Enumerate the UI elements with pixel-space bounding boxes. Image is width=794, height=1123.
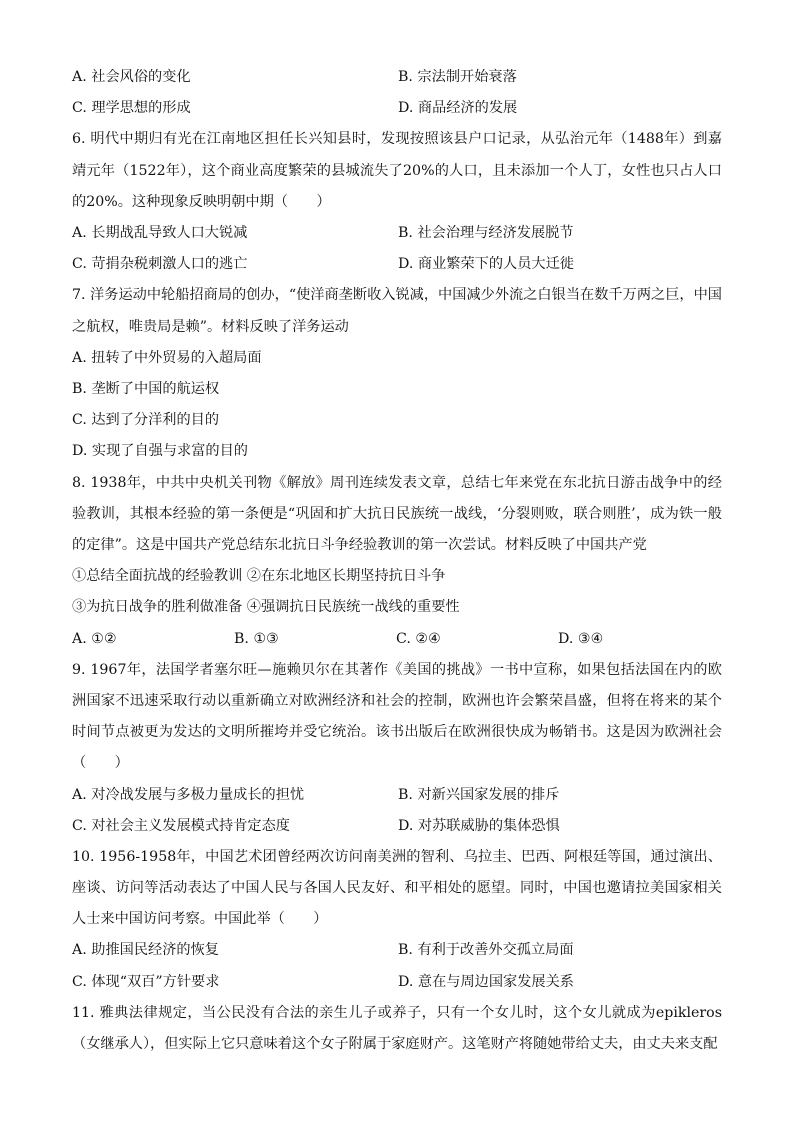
q6-option-a: A. 长期战乱导致人口大锐减 [72, 224, 248, 241]
q9-option-b: B. 对新兴国家发展的排斥 [398, 786, 560, 803]
q10-option-d: D. 意在与周边国家发展关系 [398, 973, 574, 990]
q10-option-b: B. 有利于改善外交孤立局面 [398, 942, 574, 959]
q5-option-d: D. 商品经济的发展 [398, 100, 518, 117]
q8-option-b: B. ①③ [234, 630, 279, 647]
q8-option-d: D. ③④ [558, 630, 604, 647]
q6-option-b: B. 社会治理与经济发展脱节 [398, 224, 574, 241]
q8-option-a: A. ①② [72, 630, 117, 647]
q10-option-a: A. 助推国民经济的恢复 [72, 942, 219, 959]
q8-items-1-2: ①总结全面抗战的经验教训 ②在东北地区长期坚持抗日斗争 [72, 568, 446, 585]
q5-options-row2 [72, 93, 722, 124]
q10-options-row2 [72, 967, 722, 998]
q9-options-row1 [72, 780, 722, 811]
q7-option-c: C. 达到了分洋利的目的 [72, 412, 220, 429]
q9-stem: 9. 1967年，法国学者塞尔旺—施赖贝尔在其著作《美国的挑战》一书中宣称，如果包括法国在内的欧洲国家不迅速采取行动以重新确立对欧洲经济和社会的控制，欧洲也许会繁荣昌盛，但将在将来的某个时间节点被更为发达的文明所摧垮并受它统治。该书出版后在欧洲很快成为畅销书。这是因为欧洲社会（ ） [72, 661, 722, 772]
q11-stem: 11. 雅典法律规定，当公民没有合法的亲生儿子或养子，只有一个女儿时，这个女儿就成为epikleros（女继承人），但实际上它只意味着这个女子附属于家庭财产。这笔财产将随她带给丈夫，由丈夫来支配 [72, 1004, 722, 1053]
q9-option-c: C. 对社会主义发展模式持肯定态度 [72, 817, 290, 834]
q6-options-row2 [72, 249, 722, 280]
q8-options-row [72, 624, 722, 655]
q5-option-a: A. 社会风俗的变化 [72, 69, 191, 85]
q7-option-b: B. 垄断了中国的航运权 [72, 380, 220, 397]
q10-options-row1 [72, 935, 722, 966]
q5-options-row1 [72, 62, 722, 93]
q6-stem: 6. 明代中期归有光在江南地区担任长兴知县时，发现按照该县户口记录，从弘治元年（1488年）到嘉靖元年（1522年），这个商业高度繁荣的县城流失了20%的人口，且未添加一个人丁，女性也只占人口的20%。这种现象反映明朝中期（ ） [72, 131, 722, 210]
q8-stem: 8. 1938年，中共中央机关刊物《解放》周刊连续发表文章，总结七年来党在东北抗日游击战争中的经验教训，其根本经验的第一条便是“巩固和扩大抗日民族统一战线，‘分裂则败，联合则胜’，成为铁一般的定律”。这是中国共产党总结东北抗日斗争经验教训的第一次尝试。材料反映了中国共产党 [72, 474, 722, 553]
q10-stem: 10. 1956-1958年，中国艺术团曾经两次访问南美洲的智利、乌拉圭、巴西、阿根廷等国，通过演出、座谈、访问等活动表达了中国人民与各国人民友好、和平相处的愿望。同时，中国也邀请拉美国家相关人士来中国访问考察。中国此举（ ） [72, 848, 722, 928]
q6-option-c: C. 苛捐杂税刺激人口的逃亡 [72, 256, 248, 273]
q8-option-c: C. ②④ [396, 630, 441, 647]
q8-items-3-4: ③为抗日战争的胜利做准备 ④强调抗日民族统一战线的重要性 [72, 599, 460, 616]
q9-option-a: A. 对冷战发展与多极力量成长的担忧 [72, 786, 305, 803]
q7-option-d: D. 实现了自强与求富的目的 [72, 443, 248, 460]
q5-option-c: C. 理学思想的形成 [72, 100, 191, 117]
q6-options-row1 [72, 218, 722, 249]
q7-option-a: A. 扭转了中外贸易的入超局面 [72, 349, 262, 366]
exam-page [72, 62, 722, 1060]
q7-stem: 7. 洋务运动中轮船招商局的创办，“使洋商垄断收入锐减，中国减少外流之白银当在数千万两之巨，中国之航权，唯贵局是赖”。材料反映了洋务运动 [72, 287, 722, 335]
q9-options-row2 [72, 811, 722, 842]
q10-option-c: C. 体现“双百”方针要求 [72, 973, 220, 990]
q6-option-d: D. 商业繁荣下的人员大迁徙 [398, 256, 574, 273]
q5-option-b: B. 宗法制开始衰落 [398, 69, 517, 85]
q9-option-d: D. 对苏联威胁的集体恐惧 [398, 817, 560, 834]
